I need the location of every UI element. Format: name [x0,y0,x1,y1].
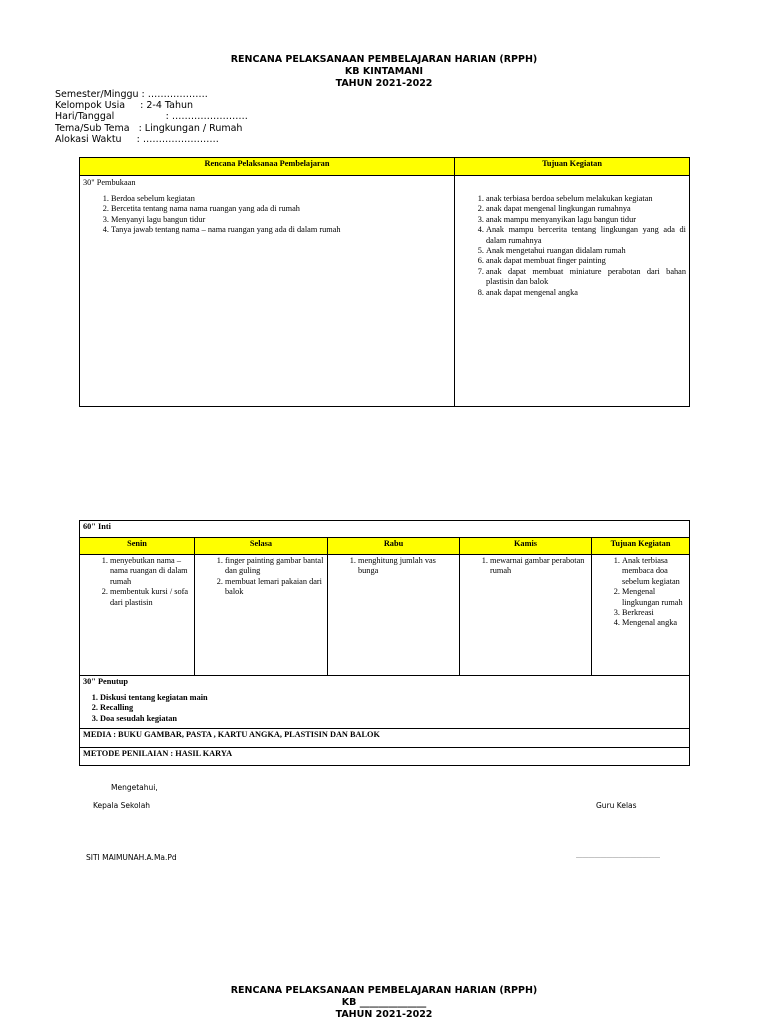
list-item: 8. anak dapat mengenal angka [486,288,686,298]
list-item: 1. anak terbiasa berdoa sebelum melakukan kegiatan [486,194,686,204]
list-item: 1. Berdoa sebelum kegiatan [111,194,451,204]
hari-line: Hari/Tanggal : …………………… [55,111,248,122]
list-item: 2. Mengenal lingkungan rumah [622,587,687,608]
list-item: 3. Berkreasi [622,608,687,618]
doc2-title: RENCANA PELAKSANAAN PEMBELAJARAN HARIAN (RPPH) [230,985,538,996]
tujuan-cell [592,555,690,676]
media-row: MEDIA : BUKU GAMBAR, PASTA , KARTU ANGKA, PLASTISIN DAN BALOK [80,729,690,748]
plan-header: Rencana Pelaksanaa Pembelajaran [80,158,455,176]
list-item: 4. Anak mampu bercerita tentang lingkungan yang ada di dalam rumahnya [486,225,686,246]
list-item: 7. anak dapat membuat miniature perabotan dari bahan plastisin dan balok [486,267,686,288]
pembukaan-table [79,157,690,407]
kepala-name: SITI MAIMUNAH.A.Ma.Pd [86,853,177,862]
list-item: 3. Doa sesudah kegiatan [100,714,686,724]
list-item: 4. Tanya jawab tentang nama – nama ruangan yang ada di dalam rumah [111,225,451,235]
list-item: 1. finger painting gambar bantal dan guling [225,556,325,577]
semester-line: Semester/Minggu : ………………. [55,89,208,100]
list-item: 5. Anak mengetahui ruangan didalam rumah [486,246,686,256]
senin-cell [80,555,195,676]
plan-list [83,194,451,236]
penutup-label: 30" Penutup [83,677,128,686]
list-item: 2. membentuk kursi / sofa dari plastisin [110,587,192,608]
mengetahui-label: Mengetahui, [111,783,158,792]
alokasi-line: Alokasi Waktu : …………………… [55,134,219,145]
header-kamis: Kamis [460,538,592,555]
doc-title: RENCANA PELAKSANAAN PEMBELAJARAN HARIAN (RPPH) [230,54,538,65]
list-item: 1. menyebutkan nama – nama ruangan di dalam rumah [110,556,192,587]
doc2-year: TAHUN 2021-2022 [335,1009,433,1020]
guru-label: Guru Kelas [596,801,637,810]
header-rabu: Rabu [328,538,460,555]
list-item: 2. Bercetita tentang nama nama ruangan yang ada di rumah [111,204,451,214]
goal-header: Tujuan Kegiatan [455,158,690,176]
metode-row: METODE PENILAIAN : HASIL KARYA [80,748,690,766]
plan-cell [80,176,455,407]
tema-line: Tema/Sub Tema : Lingkungan / Rumah [55,123,243,134]
penutup-cell [80,676,690,729]
guru-name-line: …………………………………… [576,853,660,860]
list-item: 6. anak dapat membuat finger painting [486,256,686,266]
kepala-label: Kepala Sekolah [93,801,151,810]
list-item: 1. Diskusi tentang kegiatan main [100,693,686,703]
school-year: TAHUN 2021-2022 [335,78,433,89]
list-item: 3. anak mampu menyanyikan lagu bangun tidur [486,215,686,225]
list-item: 1. mewarnai gambar perabotan rumah [490,556,589,577]
header-selasa: Selasa [195,538,328,555]
header-tujuan: Tujuan Kegiatan [592,538,690,555]
header-senin: Senin [80,538,195,555]
inti-label: 60" Inti [80,521,690,538]
goal-list [458,194,686,298]
doc2-school: KB ______________ [341,997,427,1008]
goal-cell [455,176,690,407]
list-item: 2. anak dapat mengenal lingkungan rumahnya [486,204,686,214]
school-name: KB KINTAMANI [344,66,424,77]
pembukaan-label: 30" Pembukaan [83,178,136,187]
list-item: 2. Recalling [100,703,686,713]
list-item: 1. menghitung jumlah vas bunga [358,556,457,577]
list-item: 3. Menyanyi lagu bangun tidur [111,215,451,225]
list-item: 4. Mengenal angka [622,618,687,628]
inti-table [79,520,690,766]
list-item: 1. Anak terbiasa membaca doa sebelum kegiatan [622,556,687,587]
list-item: 2. membuat lemari pakaian dari balok [225,577,325,598]
rabu-cell [328,555,460,676]
kamis-cell [460,555,592,676]
selasa-cell [195,555,328,676]
kelompok-line: Kelompok Usia : 2-4 Tahun [55,100,194,111]
